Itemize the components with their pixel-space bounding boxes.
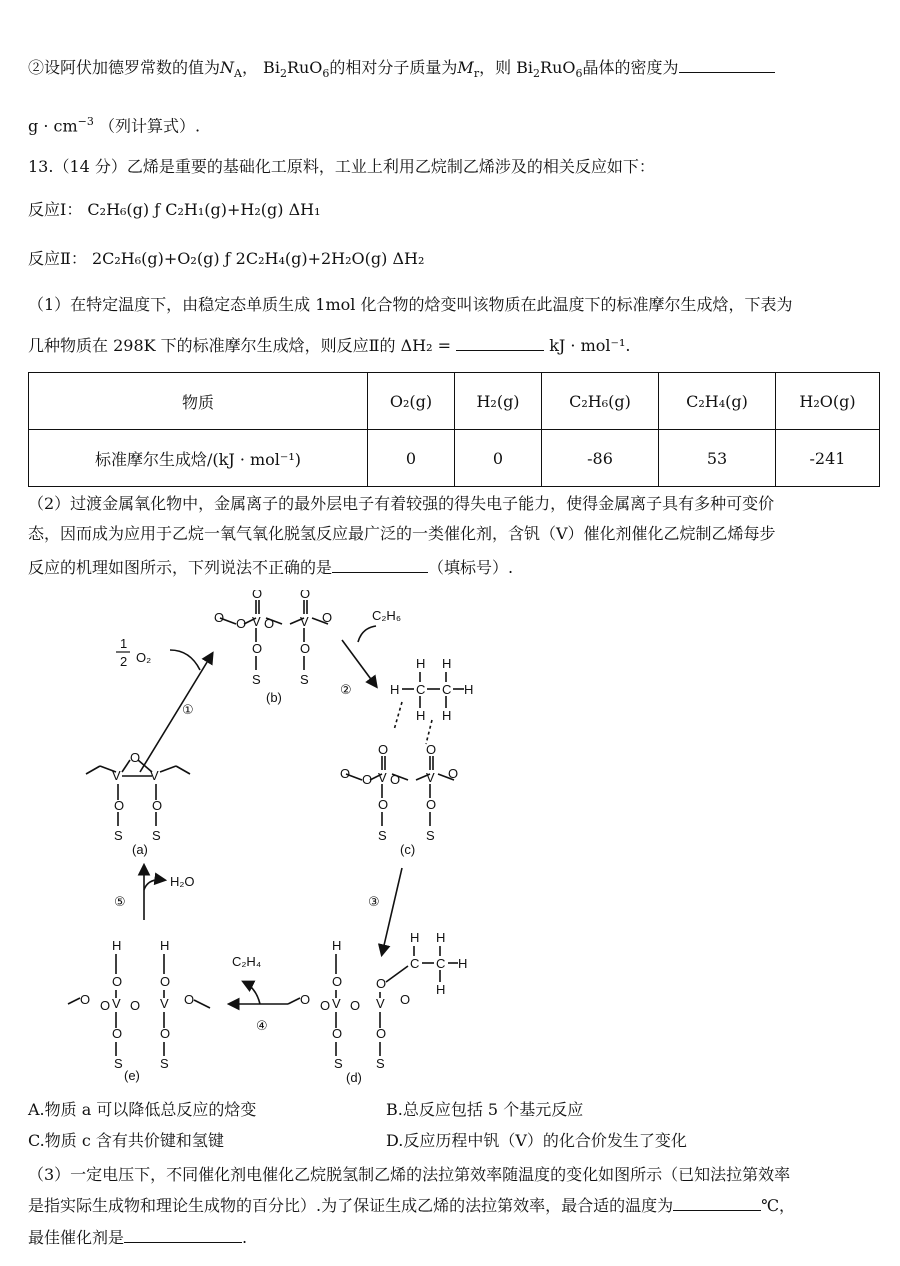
c2h6-label: C₂H₆ xyxy=(372,608,402,623)
svg-text:O: O xyxy=(236,616,247,631)
step1-arrow xyxy=(140,654,212,772)
q13-1-line1: （1）在特定温度下，由稳定态单质生成 1mol 化合物的焓变叫该物质在此温度下的标准摩尔生成焓，下表为 xyxy=(28,295,793,314)
svg-text:S: S xyxy=(114,828,123,843)
structure-d xyxy=(288,930,467,1085)
reaction-1: 反应Ⅰ： C₂H₆(g) ƒ C₂H₁(g)+H₂(g) ΔH₁ xyxy=(28,200,321,219)
table-header: C₂H₆(g) xyxy=(542,373,659,430)
option-d[interactable]: D.反应历程中钒（V）的化合价发生了变化 xyxy=(386,1131,687,1150)
svg-text:O: O xyxy=(214,610,225,625)
svg-text:H: H xyxy=(458,956,468,971)
table-cell: 53 xyxy=(659,430,776,487)
text: （填标号）. xyxy=(428,558,514,577)
step-3: ③ xyxy=(368,894,380,909)
svg-text:O: O xyxy=(152,798,163,813)
na-sub: A xyxy=(234,67,242,81)
text: . xyxy=(242,1228,248,1247)
text: 最佳催化剂是 xyxy=(28,1228,125,1247)
structure-b xyxy=(214,590,332,705)
step3-arrow xyxy=(382,868,402,954)
answer-blank[interactable] xyxy=(456,334,544,351)
o2-curve xyxy=(170,650,200,670)
svg-text:O: O xyxy=(80,992,91,1007)
q13-3-line3 xyxy=(28,1226,876,1250)
svg-text:O: O xyxy=(376,1026,387,1041)
c2h6-curve xyxy=(358,626,376,642)
svg-text:S: S xyxy=(114,1056,123,1071)
svg-text:S: S xyxy=(426,828,435,843)
svg-text:O: O xyxy=(390,772,401,787)
svg-text:O: O xyxy=(114,798,125,813)
table-cell: 0 xyxy=(455,430,542,487)
text: RuO xyxy=(286,58,323,77)
svg-text:O: O xyxy=(252,641,263,656)
svg-text:O: O xyxy=(332,1026,343,1041)
svg-text:C: C xyxy=(416,682,426,697)
svg-text:O: O xyxy=(160,974,171,989)
svg-text:O: O xyxy=(264,616,275,631)
svg-text:O: O xyxy=(130,750,141,765)
svg-text:V: V xyxy=(300,614,309,629)
svg-text:O: O xyxy=(300,992,311,1007)
svg-text:O: O xyxy=(184,992,195,1007)
q13-3-line2 xyxy=(28,1194,876,1218)
svg-text:H: H xyxy=(410,930,420,945)
answer-blank[interactable] xyxy=(679,56,775,73)
svg-text:V: V xyxy=(376,996,385,1011)
svg-text:S: S xyxy=(152,828,161,843)
structure-e xyxy=(68,938,210,1083)
svg-text:H: H xyxy=(160,938,170,953)
o2-label: O₂ xyxy=(136,650,152,665)
svg-text:O: O xyxy=(332,974,343,989)
text: 几种物质在 298K 下的标准摩尔生成焓，则反应Ⅱ的 ΔH₂ = xyxy=(28,336,452,355)
label-a: (a) xyxy=(132,842,148,857)
svg-text:S: S xyxy=(252,672,261,687)
density-question xyxy=(28,56,876,86)
svg-text:V: V xyxy=(160,996,169,1011)
q13-3-line1: （3）一定电压下，不同催化剂电催化乙烷脱氢制乙烯的法拉第效率随温度的变化如图所示（已知法拉第效率 xyxy=(28,1165,791,1184)
svg-text:O: O xyxy=(100,998,111,1013)
note: （列计算式）. xyxy=(98,116,201,136)
option-b[interactable]: B.总反应包括 5 个基元反应 xyxy=(386,1100,584,1119)
svg-text:H: H xyxy=(390,682,400,697)
text: 是指实际生成物和理论生成物的百分比）.为了保证生成乙烯的法拉第效率，最合适的温度为 xyxy=(28,1196,674,1215)
text: 的相对分子质量为 xyxy=(329,58,458,77)
half-den: 2 xyxy=(120,654,128,669)
svg-text:O: O xyxy=(112,1026,123,1041)
q13-intro: 13.（14 分）乙烯是重要的基础化工原料，工业上利用乙烷制乙烯涉及的相关反应如下： xyxy=(28,157,655,176)
table-row xyxy=(29,430,880,487)
table-header: H₂O(g) xyxy=(776,373,880,430)
step-1: ① xyxy=(182,702,194,717)
svg-text:O: O xyxy=(160,1026,171,1041)
svg-text:O: O xyxy=(378,742,389,757)
answer-blank[interactable] xyxy=(124,1226,242,1243)
sub: 6 xyxy=(575,67,583,81)
svg-text:H: H xyxy=(436,982,446,997)
unit: kJ · mol⁻¹. xyxy=(549,336,631,355)
table-header-row xyxy=(29,373,880,430)
svg-text:O: O xyxy=(448,766,459,781)
text: ②设阿伏加德罗常数的值为 xyxy=(28,58,221,77)
svg-text:V: V xyxy=(112,768,121,783)
q13-1-line2 xyxy=(28,334,876,358)
density-unit-line xyxy=(28,110,876,138)
svg-text:O: O xyxy=(300,641,311,656)
step-4: ④ xyxy=(256,1018,268,1033)
sub: 2 xyxy=(279,67,287,81)
q13-2-line2: 态，因而成为应用于乙烷一氧气氧化脱氢反应最广泛的一类催化剂，含钒（V）催化剂催化乙烷制乙烯每步 xyxy=(28,524,776,543)
svg-text:O: O xyxy=(376,976,387,991)
svg-text:H: H xyxy=(464,682,474,697)
table-cell: -86 xyxy=(542,430,659,487)
table-header: 物质 xyxy=(29,373,368,430)
svg-text:O: O xyxy=(426,742,437,757)
text: ， Bi xyxy=(241,58,280,77)
table-header: C₂H₄(g) xyxy=(659,373,776,430)
mr-symbol: M xyxy=(457,58,474,77)
structure-a xyxy=(86,750,190,857)
label-d: (d) xyxy=(346,1070,362,1085)
svg-text:S: S xyxy=(378,828,387,843)
label-c: (c) xyxy=(400,842,416,857)
svg-text:H: H xyxy=(112,938,122,953)
structure-c xyxy=(340,742,458,857)
text: 晶体的密度为 xyxy=(582,58,679,77)
text: 反应的机理如图所示，下列说法不正确的是 xyxy=(28,558,333,577)
svg-text:H: H xyxy=(436,930,446,945)
unit: g · cm xyxy=(28,116,78,136)
text: RuO xyxy=(540,58,576,77)
mr-sub: r xyxy=(473,67,480,81)
c2h4-label: C₂H₄ xyxy=(232,954,262,969)
svg-text:C: C xyxy=(436,956,446,971)
q13-2-line1: （2）过渡金属氧化物中，金属离子的最外层电子有着较强的得失电子能力，使得金属离子具有多种可变价 xyxy=(28,494,775,513)
table-cell: 0 xyxy=(368,430,455,487)
svg-text:H: H xyxy=(416,708,426,723)
svg-text:V: V xyxy=(426,770,435,785)
label-b: (b) xyxy=(266,690,282,705)
svg-text:S: S xyxy=(160,1056,169,1071)
na-symbol: N xyxy=(220,58,235,77)
svg-text:V: V xyxy=(150,768,159,783)
reaction-2: 反应Ⅱ： 2C₂H₆(g)+O₂(g) ƒ 2C₂H₄(g)+2H₂O(g) ΔH₂ xyxy=(28,249,425,268)
svg-text:O: O xyxy=(378,797,389,812)
text: ℃， xyxy=(761,1196,795,1215)
svg-text:O: O xyxy=(426,797,437,812)
table-header: H₂(g) xyxy=(455,373,542,430)
option-a[interactable]: A.物质 a 可以降低总反应的焓变 xyxy=(28,1100,257,1119)
svg-text:V: V xyxy=(378,770,387,785)
svg-text:O: O xyxy=(252,590,263,601)
svg-text:O: O xyxy=(350,998,361,1013)
table-cell: -241 xyxy=(776,430,880,487)
standard-enthalpy-table xyxy=(28,372,880,487)
unit-sup: −3 xyxy=(77,115,94,128)
svg-text:H: H xyxy=(416,656,426,671)
step-5: ⑤ xyxy=(114,894,126,909)
svg-text:V: V xyxy=(252,614,261,629)
step2-arrow xyxy=(342,640,376,686)
table-row-label: 标准摩尔生成焓/(kJ · mol⁻¹) xyxy=(29,430,368,487)
q13-2-line3 xyxy=(28,556,876,580)
svg-text:C: C xyxy=(410,956,420,971)
svg-text:O: O xyxy=(322,610,333,625)
h2o-label: H₂O xyxy=(170,874,195,889)
mechanism-diagram xyxy=(60,590,500,1090)
option-c[interactable]: C.物质 c 含有共价键和氢键 xyxy=(28,1131,224,1150)
svg-text:O: O xyxy=(300,590,311,601)
svg-text:S: S xyxy=(300,672,309,687)
svg-text:H: H xyxy=(442,708,452,723)
sub: 6 xyxy=(322,67,330,81)
answer-blank[interactable] xyxy=(332,556,428,573)
svg-text:S: S xyxy=(376,1056,385,1071)
svg-text:H: H xyxy=(442,656,452,671)
svg-text:C: C xyxy=(442,682,452,697)
svg-text:S: S xyxy=(334,1056,343,1071)
text: ，则 Bi xyxy=(479,58,534,77)
half-num: 1 xyxy=(120,636,128,651)
svg-text:O: O xyxy=(112,974,123,989)
svg-text:O: O xyxy=(320,998,331,1013)
svg-text:H: H xyxy=(332,938,342,953)
label-e: (e) xyxy=(124,1068,140,1083)
answer-blank[interactable] xyxy=(673,1194,761,1211)
ethane xyxy=(390,656,473,744)
step-2: ② xyxy=(340,682,352,697)
svg-text:V: V xyxy=(332,996,341,1011)
svg-text:O: O xyxy=(362,772,373,787)
table-header: O₂(g) xyxy=(368,373,455,430)
svg-text:O: O xyxy=(400,992,411,1007)
svg-text:O: O xyxy=(130,998,141,1013)
svg-text:V: V xyxy=(112,996,121,1011)
svg-text:O: O xyxy=(340,766,351,781)
sub: 2 xyxy=(533,67,541,81)
